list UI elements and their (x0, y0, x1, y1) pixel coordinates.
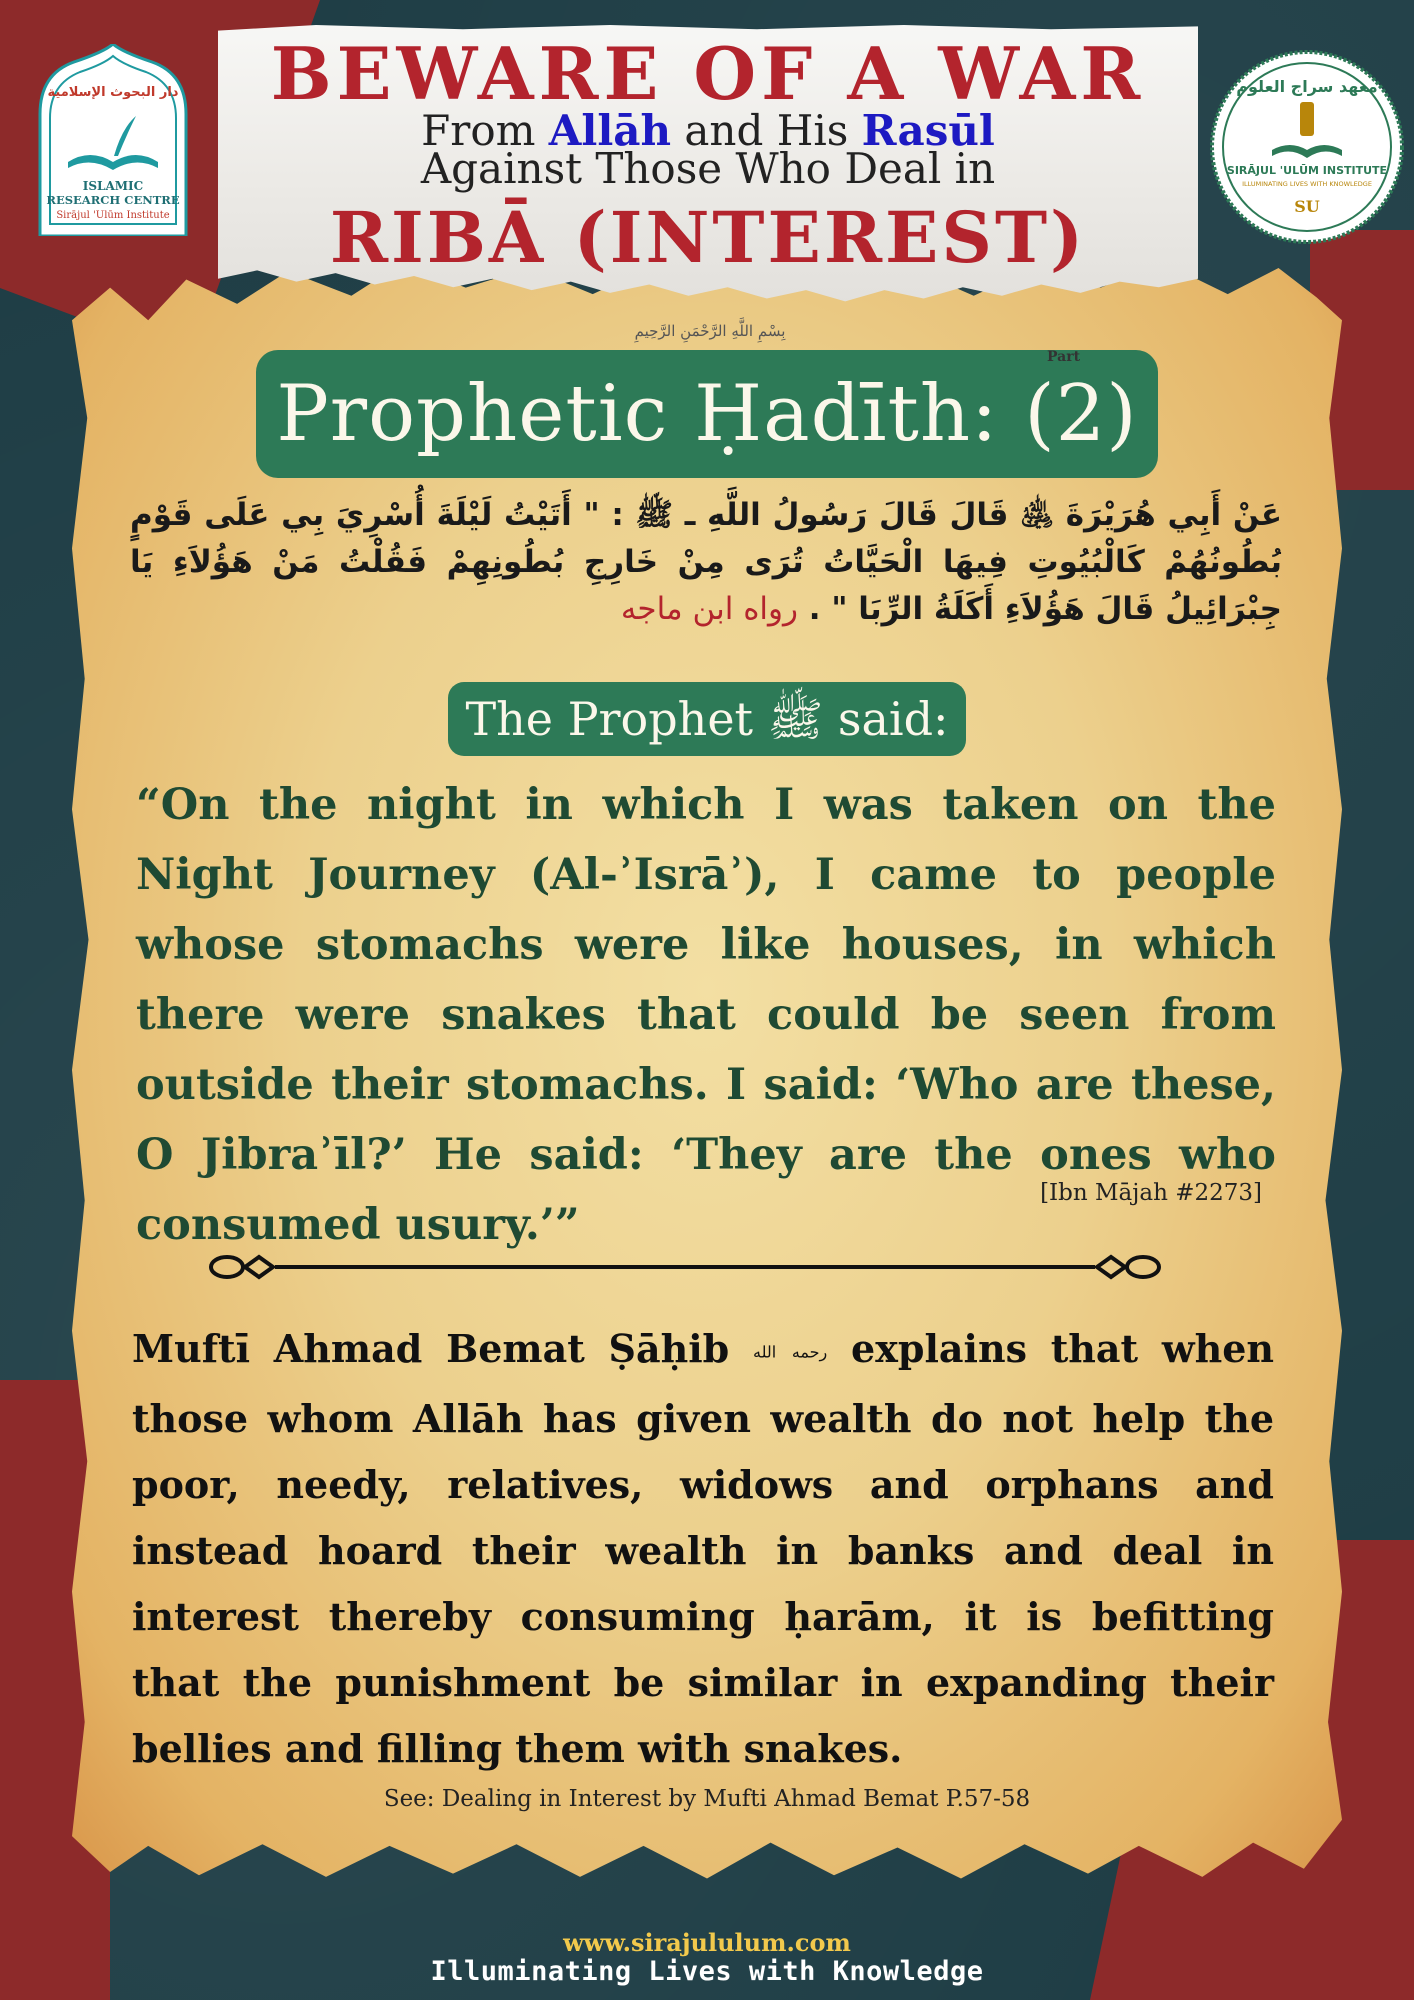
banner-subtitle-against: Against Those Who Deal in (420, 144, 996, 193)
source-note: See: Dealing in Interest by Mufti Ahmad Bemat P.57-58 (383, 1786, 1031, 1812)
arabic-reference: رواه ابن ماجه (620, 591, 798, 627)
explanation-author: Muftī Ahmad Bemat Ṣāḥib (132, 1326, 730, 1371)
mufti-explanation (132, 1316, 1274, 1782)
part-label: Part (1047, 349, 1081, 365)
banner-rasul: Rasūl (861, 106, 995, 155)
hadith-translation: “On the night in which I was taken on the Night Journey (Al-ʾIsrāʾ), I came to people whose stomachs were like houses, in which there were snakes that could be seen from outside their stomachs. I said: ‘Who are these, O Jibraʾīl?’ He said: ‘They are the ones who consumed usury.’” (136, 780, 1276, 1250)
bismillah: بِسْمِ اللَّهِ الرَّحْمَنِ الرَّحِيمِ (634, 322, 786, 340)
banner-title-war: BEWARE OF A WAR (270, 31, 1146, 116)
right-logo-arabic: معهد سراج العلوم (1236, 77, 1378, 96)
hadith-title: Prophetic Ḥadīth: (2) (276, 369, 1138, 459)
banner-allah: Allāh (548, 106, 672, 155)
arabic-hadith (130, 492, 1282, 633)
banner-subtitle-from: From Allāh and His Rasūl (421, 106, 995, 155)
prophet-said-pill (448, 682, 966, 756)
prophet-said-label: The Prophet ﷺ said: (465, 692, 949, 746)
left-logo-arabic: دار البحوث الإسلامية (47, 85, 179, 100)
svg-text:SIRĀJUL 'ULŪM INSTITUTE: SIRĀJUL 'ULŪM INSTITUTE (1226, 164, 1388, 177)
ornamental-divider (205, 1250, 1165, 1284)
sirajul-ulum-institute-logo (1210, 50, 1404, 244)
islamic-research-centre-logo (34, 44, 192, 236)
honorific: رحمه الله (753, 1342, 828, 1362)
arabic-hadith-text: عَنْ أَبِي هُرَيْرَةَ ﵁ قَالَ قَالَ رَسُولُ اللَّهِ ـ ﷺ : " أَتَيْتُ لَيْلَةَ أُسْرِيَ بِي عَلَى قَوْمٍ بُطُونُهُمْ كَالْبُيُوتِ فِيهَا الْحَيَّاتُ تُرَى مِنْ خَارِجِ بُطُونِهِمْ فَقُلْتُ مَنْ هَؤُلاَءِ يَا جِبْرَائِيلُ قَالَ هَؤُلاَءِ أَكَلَةُ الرِّبَا " . (130, 497, 1282, 627)
banner-title-riba: RIBĀ (INTEREST) (329, 196, 1087, 279)
footer-website[interactable]: www.sirajululum.com (563, 1928, 851, 1957)
svg-text:ISLAMIC: ISLAMIC (82, 179, 144, 193)
hadith-citation: [Ibn Mājah #2273] (1040, 1180, 1262, 1206)
right-logo-monogram: SU (1294, 197, 1320, 216)
hadith-title-pill (256, 350, 1158, 478)
svg-text:ILLUMINATING LIVES WITH KNOWLE: ILLUMINATING LIVES WITH KNOWLEDGE (1242, 180, 1372, 188)
svg-text:RESEARCH CENTRE: RESEARCH CENTRE (46, 193, 180, 207)
svg-text:Sirājul 'Ulūm Institute: Sirājul 'Ulūm Institute (56, 210, 170, 221)
explanation-text: explains that when those whom Allāh has given wealth do not help the poor, needy, relatives, widows and orphans and instead hoard their wealth in banks and deal in interest thereby consuming ḥarām, it is befitting that the punishment be similar in expanding their bellies and filling them with snakes. (132, 1326, 1274, 1771)
footer-tagline: Illuminating Lives with Knowledge (430, 1956, 984, 1987)
